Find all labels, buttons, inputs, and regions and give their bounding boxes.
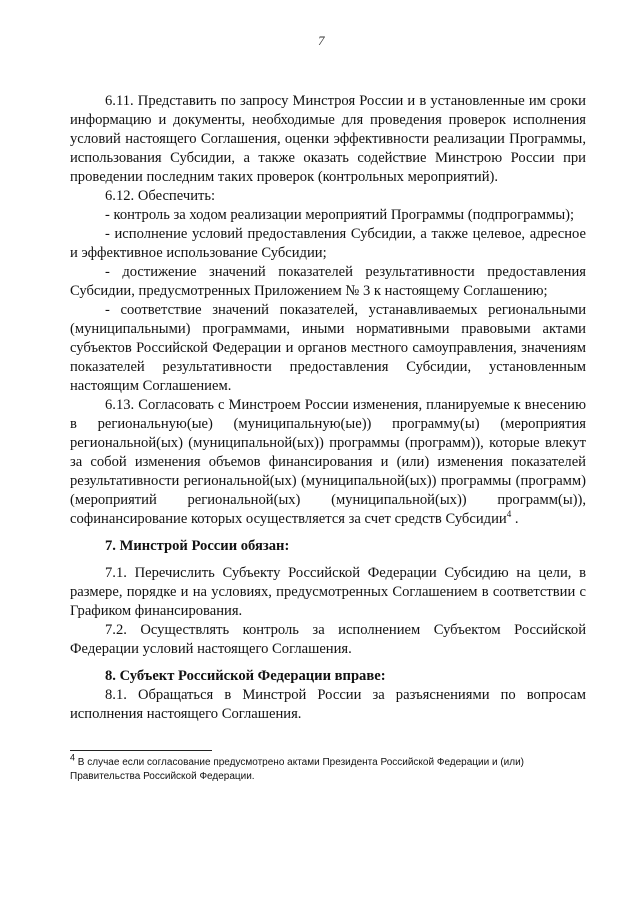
footnote-reference: 4	[506, 509, 512, 520]
list-item	[70, 301, 586, 396]
footnote-divider	[70, 750, 212, 751]
paragraph-text: 8. Субъект Российской Федерации вправе:	[105, 668, 386, 684]
paragraph-tail: .	[511, 511, 519, 527]
footnote-mark: 4	[70, 752, 76, 763]
paragraph-text: - соответствие значений показателей, устанавливаемых региональными (муниципальными) программами, иными нормативными правовыми актами субъектов Российской Федерации и органов местного самоуправления, значениям показателей результативности предоставления Субсидии, установленным настоящим Соглашением.	[70, 302, 586, 394]
para-6-11	[70, 92, 586, 187]
paragraph-text: 7.2. Осуществлять контроль за исполнением Субъектом Российской Федерации условий настоящего Соглашения.	[70, 622, 586, 657]
paragraph-text: - контроль за ходом реализации мероприятий Программы (подпрограммы);	[105, 207, 575, 223]
document-body	[70, 92, 586, 724]
list-item	[70, 206, 586, 225]
para-6-12	[70, 187, 586, 206]
list-item	[70, 263, 586, 301]
paragraph-text: - исполнение условий предоставления Субсидии, а также целевое, адресное и эффективное использование Субсидии;	[70, 226, 586, 261]
footnote-text: В случае если согласование предусмотрено актами Президента Российской Федерации и (или) Правительства Российской Федерации.	[70, 757, 525, 782]
list-item	[70, 225, 586, 263]
paragraph-text: 8.1. Обращаться в Минстрой России за разъяснениями по вопросам исполнения настоящего Соглашения.	[70, 687, 586, 722]
footnote	[70, 752, 586, 784]
paragraph-text: 6.13. Согласовать с Минстроем России изменения, планируемые к внесению в региональную(ые) (муниципальную(ые)) программу(ы) (мероприятия региональной(ых) (муниципальной(ых)) программы (программ)), которые влекут за собой изменения объемов финансирования и (или) изменения показателей результативности региональной(ых) (муниципальной(ых)) программы (программ) (мероприятий региональной(ых) (муниципальной(ых)) программ(ы)), софинансирование которых осуществляется за счет средств Субсидии	[70, 397, 586, 527]
paragraph-text: - достижение значений показателей результативности предоставления Субсидии, предусмотренных Приложением № 3 к настоящему Соглашению;	[70, 264, 586, 299]
paragraph-text: 7.1. Перечислить Субъекту Российской Федерации Субсидию на цели, в размере, порядке и на условиях, предусмотренных Соглашением в соответствии с Графиком финансирования.	[70, 565, 586, 619]
para-7-1	[70, 564, 586, 621]
section-7-heading	[70, 537, 586, 556]
para-6-13	[70, 396, 586, 529]
section-8-heading	[70, 667, 586, 686]
page-number: 7	[318, 33, 325, 48]
paragraph-text: 6.12. Обеспечить:	[105, 188, 216, 204]
paragraph-text: 7. Минстрой России обязан:	[105, 538, 290, 554]
paragraph-text: 6.11. Представить по запросу Минстроя России и в установленные им сроки информацию и документы, необходимые для проведения проверок исполнения условий настоящего Соглашения, оценки эффективности реализации Программы, использования Субсидии, а также оказать содействие Минстрою России при проведении последним таких проверок (контрольных мероприятий).	[70, 93, 586, 185]
para-8-1	[70, 686, 586, 724]
para-7-2	[70, 621, 586, 659]
